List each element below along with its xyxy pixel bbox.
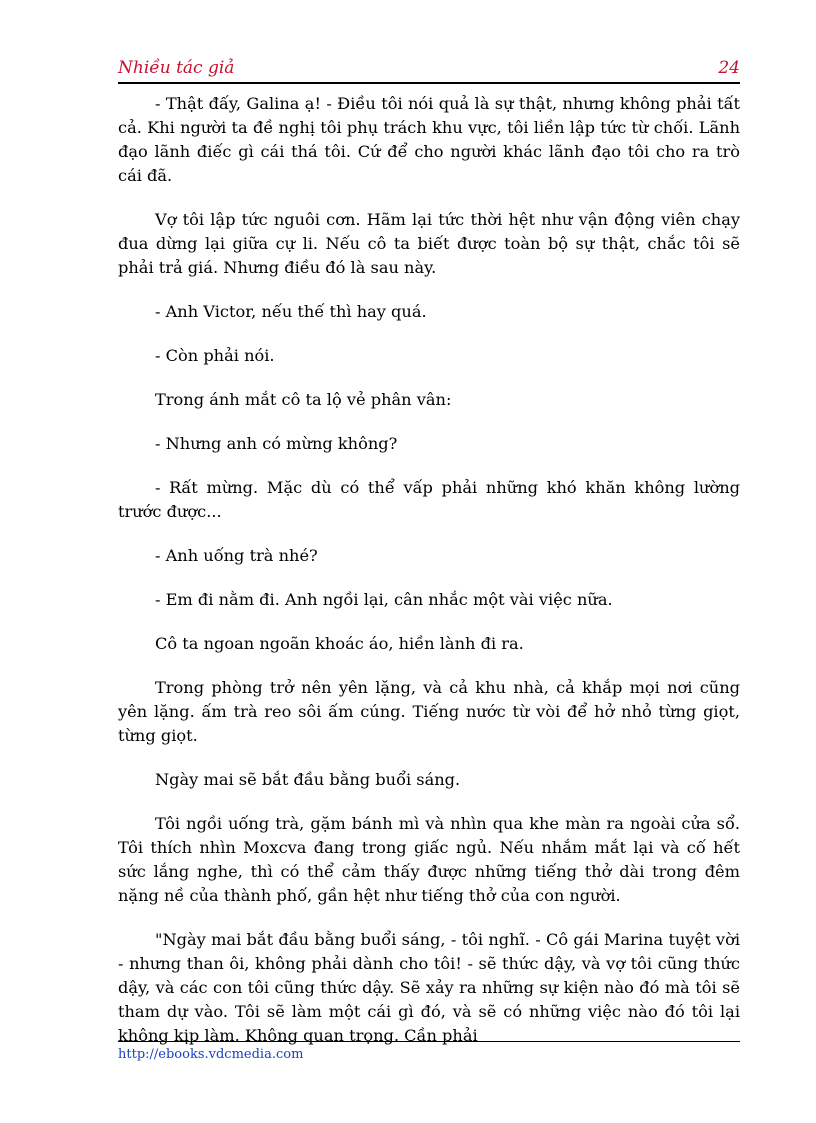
page-header bbox=[118, 58, 740, 84]
paragraph: - Anh Victor, nếu thế thì hay quá. bbox=[155, 302, 427, 321]
page-footer bbox=[118, 1041, 740, 1062]
paragraph: Cô ta ngoan ngoãn khoác áo, hiền lành đi ra. bbox=[155, 634, 524, 653]
paragraph: - Anh uống trà nhé? bbox=[155, 546, 318, 565]
paragraph: - Còn phải nói. bbox=[155, 346, 275, 365]
paragraph: "Ngày mai bắt đầu bằng buổi sáng, - tôi nghĩ. - Cô gái Marina tuyệt vời - nhưng than ôi, không phải dành cho tôi! - sẽ thức dậy, và vợ tôi cũng thức dậy, và các con tôi cũng thức dậy. Sẽ xảy ra những sự kiện nào đó mà tôi sẽ tham dự vào. Tôi sẽ làm một cái gì đó, và sẽ có những việc nào đó tôi lại không kịp làm. Không quan trọng. Cần phải bbox=[118, 930, 740, 1045]
paragraph: Trong phòng trở nên yên lặng, và cả khu nhà, cả khắp mọi nơi cũng yên lặng. ấm trà reo sôi ấm cúng. Tiếng nước từ vòi để hở nhỏ từng giọt, từng giọt. bbox=[118, 678, 740, 745]
paragraph: Trong ánh mắt cô ta lộ vẻ phân vân: bbox=[155, 390, 452, 409]
paragraph: Tôi ngồi uống trà, gặm bánh mì và nhìn qua khe màn ra ngoài cửa sổ. Tôi thích nhìn Moxcva đang trong giấc ngủ. Nếu nhắm mắt lại và cố hết sức lắng nghe, thì có thể cảm thấy được những tiếng thở dài trong đêm nặng nề của thành phố, gần hệt như tiếng thở của con người. bbox=[118, 814, 740, 905]
paragraph: Ngày mai sẽ bắt đầu bằng buổi sáng. bbox=[155, 770, 461, 789]
paragraph: - Em đi nằm đi. Anh ngồi lại, cân nhắc một vài việc nữa. bbox=[155, 590, 613, 609]
book-author-title: Nhiều tác giả bbox=[118, 58, 235, 78]
paragraph: - Thật đấy, Galina ạ! - Điều tôi nói quả là sự thật, nhưng không phải tất cả. Khi người ta đề nghị tôi phụ trách khu vực, tôi liền lập tức từ chối. Lãnh đạo lãnh điếc gì cái thá tôi. Cứ để cho người khác lãnh đạo tôi cho ra trò cái đã. bbox=[118, 94, 740, 185]
paragraph: Vợ tôi lập tức nguôi cơn. Hãm lại tức thời hệt như vận động viên chạy đua dừng lại giữa cự li. Nếu cô ta biết được toàn bộ sự thật, chắc tôi sẽ phải trả giá. Nhưng điều đó là sau này. bbox=[118, 210, 740, 277]
footer-link[interactable]: http://ebooks.vdcmedia.com bbox=[118, 1047, 304, 1062]
page-body bbox=[118, 92, 740, 1068]
page-number: 24 bbox=[718, 58, 740, 78]
paragraph: - Rất mừng. Mặc dù có thể vấp phải những khó khăn không lường trước được... bbox=[118, 478, 740, 521]
paragraph: - Nhưng anh có mừng không? bbox=[155, 434, 398, 453]
